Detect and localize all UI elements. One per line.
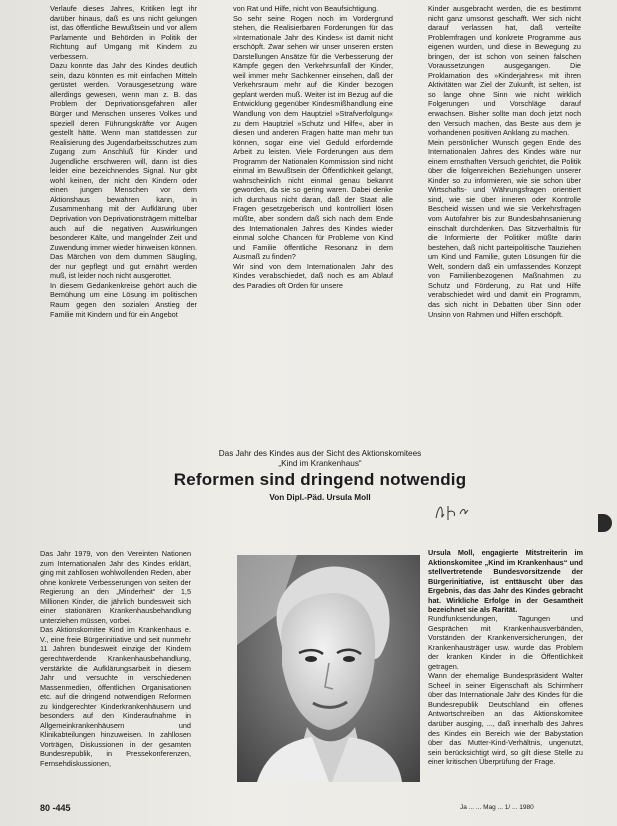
paragraph: In diesem Gedankenkreise gehört auch die Bemühung um eine Lösung im politischen Raum gegen den sozialen Anstieg der Familie mit Kindern und für ein Angebot (50, 280, 197, 319)
article-byline: Von Dipl.-Päd. Ursula Moll (269, 493, 371, 502)
paragraph: Mein persönlicher Wunsch gegen Ende des Internationalen Jahres des Kindes wäre nur einem ernsthaften Versuch gerichtet, die Politik über die folgenreichen Beziehungen unserer Kinder so zu informieren, wie sie schon über Wirtschafts- und Währungsfragen orientiert sind, wie sie über inneren oder Kontrolle Bescheid wissen und wie sie Verkehrsfragen vom Autofahrer bis zur Bundesbahnsanierung einschalt durchdenken. Das Sitzverhältnis für die Informierte der Politiker müßte darin bestehen, daß nicht parteipolitische Tauziehen um Kind und Familie, guten Lösungen für die Welt, sondern daß ein umfassendes Konzept von Familienbezogenen Maßnahmen zu Schutz und Förderung, zu Rat und Hilfe verabschiedet wird und damit ein Programm, das sich nicht in Debatten über Sinn oder Unsinn von Rahmen und Hilfen erschöpft. (428, 137, 581, 319)
paragraph: Wir sind von dem Internationalen Jahr des Kindes verabschiedet, daß noch es am Ablauf des Paradies oft Orden für unsere (233, 261, 393, 290)
page-number: 80 -445 (40, 803, 71, 813)
handwritten-signature (432, 500, 482, 524)
article-column-top-1 (50, 4, 197, 376)
paragraph: Dazu konnte das Jahr des Kindes deutlich sein, dazu könnten es mit einfachen Mitteln gerüstet werden. Vorausgesetzung wäre allerdings gewesen, wenn man z. B. das Problem der Deprivationsgefahren aller Bürger und Menschen unseres Volkes und speziell deren Führungskräfte vor Augen gestellt hätte. Wenn man stattdessen zur Realisierung des Jugendarbeitsschutzes zum Zugang zum Anschluß für Kinder und Jugendliche erschweren will, dann ist dies leider eine bezeichnendes Signal. Nur gibt wohl keinen, der nicht den Kindern oder einen jungen Menschen vor dem Aktionshaus bewahren kann, in Zusammenhang mit der Aufklärung über Deprivation von Deprivationsträgern mittelbar auch auf die negativen Auswirkungen besonderer Kälte, und mangelnder Zeit und Zuwendung immer wieder hinweisen können. Das Märchen von dem dummen Säugling, der nur gepflegt und gut ernährt werden muß, ist leider noch nicht ausgerottet. (50, 61, 197, 281)
article-column-top-3 (428, 4, 581, 376)
article-column-bottom-1 (40, 549, 191, 801)
article-column-bottom-3 (428, 614, 583, 804)
portrait-illustration (237, 555, 420, 782)
portrait-photo (237, 555, 420, 782)
paragraph: Das Jahr 1979, von den Vereinten Nationen zum Internationalen Jahr des Kindes erklärt, ging mit zahllosen wohlwollenden Reden, aber ohne konkrete Verbesserungen von seiten der Regierung an den „Minderheit“ der 1,5 Millionen Kinder, die jährlich bundesweit sich einer stationären Krankenhausbehandlung unterziehen müssen, vorbei. (40, 549, 191, 625)
kicker-line: Das Jahr des Kindes aus der Sicht des Aktionskomitees (218, 449, 422, 458)
paragraph: Verlaufe dieses Jahres, Kritiken legt ihr darüber hinaus, daß es uns nicht gelungen ist, das öffentliche Bewußtsein und vor allem Parlamente und Behörden in Politik der Richtung auf Umgang mit Kindern zu verbessern. (50, 4, 197, 61)
photo-caption: Ursula Moll, engagierte Mitstreiterin im Aktionskomitee „Kind im Krankenhaus“ und stellvertretende Bundesvorsitzende der Bürgerinitiative, ist enttäuscht über das Ergebnis, das das Jahr des Kindes gebracht hat. Wirkliche Erfolge in der Gesamtheit bezeichnet sie als Rarität. (428, 548, 583, 615)
article-kicker (150, 449, 490, 469)
paragraph: Wann der ehemalige Bundespräsident Walter Scheel in seiner Eigenschaft als Schirmherr über das Internationale Jahr des Kindes für die Bundesrepublik Deutschland ein offenes Antwortschreiben an das Aktionskomitee darüber ausging, ..., daß innerhalb des Jahres des Kindes ein Bereich wie der Babystation über das Mutter-Kind-Verhältnis, ungenutzt, sein berücksichtigt wird, so gilt diese Stelle zu einer kritischen Überprüfung der Frage. (428, 671, 583, 767)
kicker-line: „Kind im Krankenhaus“ (278, 459, 362, 468)
paragraph: Das Aktionskomitee Kind im Krankenhaus e. V., eine freie Bürgerinitiative und seit nunmehr 11 Jahren bundesweit einzige der Kindern gerechtwerdende Krankenhausbehandlung, verstärkte die Aufklärungsarbeit in diesem Jahr und versuchte in verschiedenen Massenmedien, öffentlichen Organisationen etc. auf die dringend notwendigen Reformen zu kindgerechter Kinderkrankenhäusern und besonders auf den Kinderaufnahme in Allgemeinkrankenhäusern und Klinikabteilungen hinzuweisen. In zahllosen Vorträgen, Diskussionen in der gesamten Bundesrepublik, in Pressekonferenzen, Fernsehdiskussionen, (40, 625, 191, 769)
paragraph: Rundfunksendungen, Tagungen und Gesprächen mit Krankenhausverbänden, Vorständen der Krankenversicherungen, der Krankenhausträger usw. wurde das Problem der kranken Kinder in die Öffentlichkeit getragen. (428, 614, 583, 671)
publication-footer: Ja ... ... Mag ... 1/ ... 1980 (460, 804, 534, 811)
paragraph: So sehr seine Rogen noch im Vordergrund stehen, die Realisierbaren Forderungen für das »Internationale Jahr des Kindes« ist damit nicht erschöpft. Zwar sehen wir unser unseren ersten Darstellungen Ansätze für die Verbesserung der Kämpfe gegen den Verkehrsunfall der Kinder, weil immer mehr Sachkenner einsehen, daß der Verkehrsraum mehr auf die Kinder bezogen geplant werden muß. Weiter ist im Bezug auf die Entwicklung gegenüber Kindesmißhandlung eine Wandlung von dem Hauptziel »Strafverfolgung« zu dem Hauptziel »Schutz und Hilfe«, aber in diesen und anderen Fragen hatte man mehr tun können, sogar eine viel Geduld erfordernde Arbeit zu leisten. Viele Forderungen aus dem Programm der Nationalen Kommission sind nicht einmal im Bewußtsein der Öffentlichkeit gelangt, wahrscheinlich nicht einmal genau bekannt geworden, da sie so gering waren. Dabei denke ich durchaus nicht daran, daß der Staat alle Fragen gesetzgeberisch und kontrolliert lösen müßte, aber sondern daß sich nach dem Ende des Internationalen Jahres des Kindes wieder einmal solche Chancen für Probleme von Kind und Familie öffentliche Resonanz in dem Ausmaß zu finden? (233, 13, 393, 262)
paragraph: Kinder ausgebracht werden, die es bestimmt nicht ganz umsonst geschafft. Wer sich nicht darauf verlassen hat, daß verteilte Problemfragen und konkrete Programme aus eigenen wurden, und diese in Bewegung zu bringen, der ist schon von seinen falschen Voraussetzungen ausgegangen. Die Proklamation des »Kinderjahres« mit ihren Aktivitäten war Ziel der Zukunft, ist selten, ist so lange ohne Sinn wie nicht wirklich Folgerungen und Vorschläge darauf erwachsen. Bisher sollte man doch jetzt noch den Versuch machen, das Beste aus dem je vorhandenen positiven Anklang zu machen. (428, 4, 581, 138)
page-edge-tab (598, 514, 612, 532)
article-headline: Reformen sind dringend notwendig (173, 470, 467, 489)
paragraph: von Rat und Hilfe, nicht von Beaufsichtigung. (233, 4, 379, 13)
article-column-top-2 (233, 4, 393, 376)
